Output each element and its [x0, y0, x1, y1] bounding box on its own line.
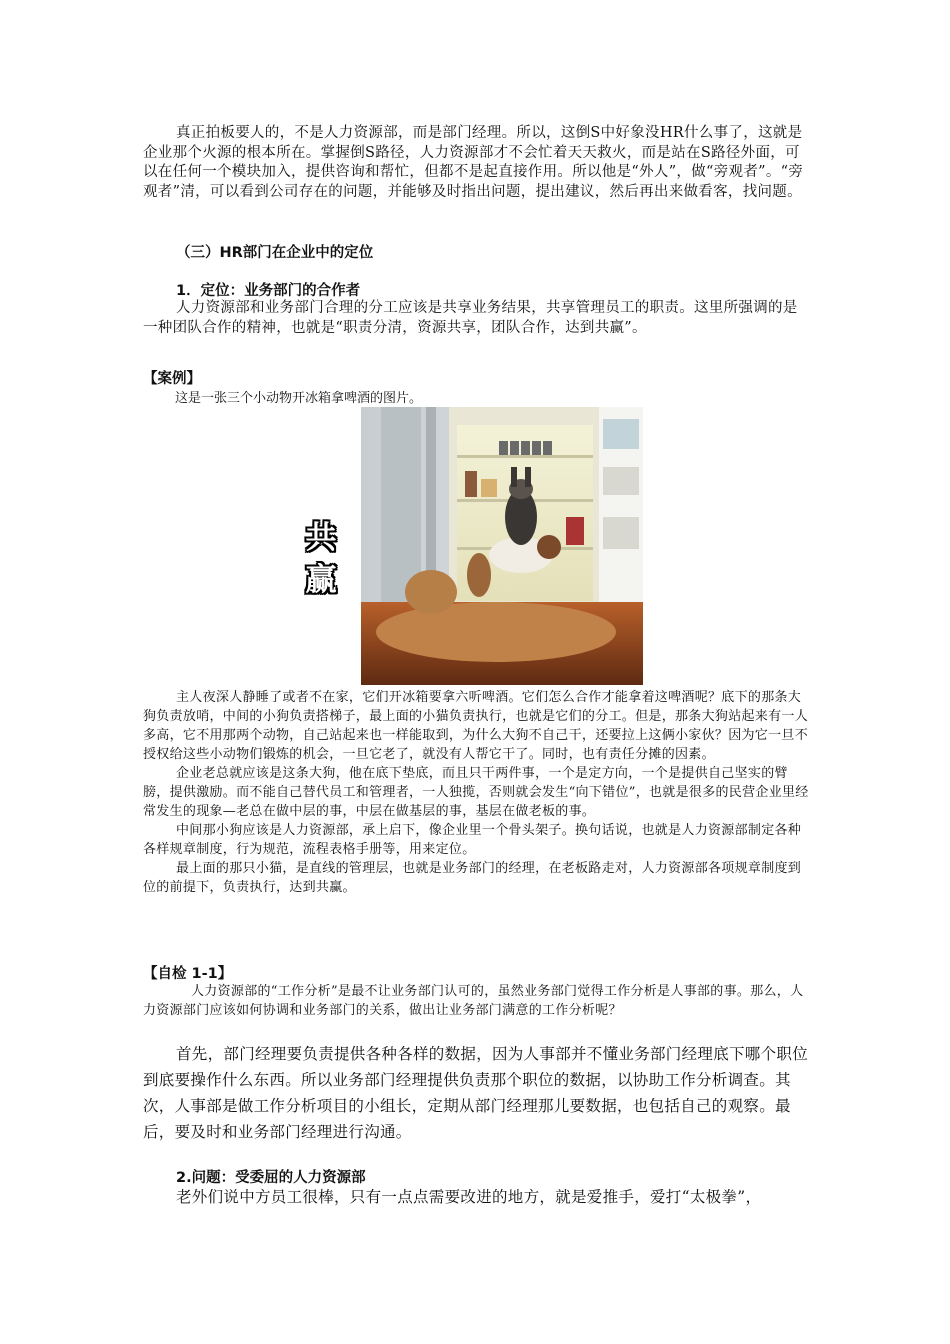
- selfcheck-question: 人力资源部的“工作分析”是最不让业务部门认可的，虽然业务部门觉得工作分析是人事部的事。那么，人力资源部门应该如何协调和业务部门的关系，做出让业务部门满意的工作分析呢？: [143, 984, 804, 1018]
- intro-paragraph: 真正拍板要人的，不是人力资源部，而是部门经理。所以，这倒S中好象没HR什么事了，这就是企业那个火源的根本所在。掌握倒S路径，人力资源部才不会忙着天天救火，而是站在S路径外面，可以在任何一个模块加入，提供咨询和帮忙，但都不是起直接作用。所以他是“外人”，做“旁观者”。“旁观者”清，可以看到公司存在的问题，并能够及时指出问题，提出建议，然后再出来做看客，找问题。: [143, 125, 804, 200]
- problem-heading: 2.问题：受委屈的人力资源部: [176, 1170, 366, 1186]
- win-win-wordmark-2: 赢: [305, 562, 337, 598]
- case-paragraph: 企业老总就应该是这条大狗，他在底下垫底，而且只干两件事，一个是定方向，一个是提供自己坚实的臂膀，提供激励。而不能自己替代员工和管理者，一人独揽，否则就会发生“向下错位”，也就是很多的民营企业里经常发生的现象—老总在做中层的事，中层在做基层的事，基层在做老板的事。: [143, 766, 809, 819]
- problem-section: [143, 1184, 810, 1210]
- win-win-wordmark-1: 共: [305, 520, 337, 556]
- case-label: 【案例】: [143, 371, 201, 387]
- selfcheck-answer-block: [143, 1041, 810, 1145]
- positioning-heading: 1．定位：业务部门的合作者: [176, 283, 361, 299]
- selfcheck-label: 【自检 1-1】: [143, 966, 233, 982]
- case-paragraph: 中间那小狗应该是人力资源部，承上启下，像企业里一个骨头架子。换句话说，也就是人力资源部制定各种各样规章制度，行为规范，流程表格手册等，用来定位。: [143, 823, 802, 857]
- problem-paragraph: 老外们说中方员工很棒，只有一点点需要改进的地方，就是爱推手，爱打“太极拳”，: [176, 1188, 762, 1206]
- case-paragraph: 最上面的那只小猫，是直线的管理层，也就是业务部门的经理，在老板路走对，人力资源部各项规章制度到位的前提下，负责执行，达到共赢。: [143, 861, 802, 895]
- animals-fridge-photo: [361, 407, 643, 685]
- selfcheck-answer: 首先，部门经理要负责提供各种各样的数据，因为人事部并不懂业务部门经理底下哪个职位到底要操作什么东西。所以业务部门经理提供负责那个职位的数据，以协助工作分析调查。其次，人事部是做工作分析项目的小组长，定期从部门经理那儿要数据，也包括自己的观察。最后，要及时和业务部门经理进行沟通。: [143, 1045, 809, 1141]
- fridge-illustration: [361, 407, 643, 685]
- section-heading: （三）HR部门在企业中的定位: [176, 245, 374, 261]
- selfcheck-question-block: [143, 982, 810, 1020]
- case-caption: 这是一张三个小动物开冰箱拿啤酒的图片。: [175, 391, 423, 406]
- case-story: [143, 688, 810, 897]
- positioning-section: [143, 299, 810, 338]
- positioning-paragraph: 人力资源部和业务部门合理的分工应该是共享业务结果，共享管理员工的职责。这里所强调的是一种团队合作的精神，也就是“职责分清，资源共享，团队合作，达到共赢”。: [143, 300, 798, 336]
- case-paragraph: 主人夜深人静睡了或者不在家，它们开冰箱要拿六听啤酒。它们怎么合作才能拿着这啤酒呢？底下的那条大狗负责放哨，中间的小狗负责搭梯子，最上面的小猫负责执行，也就是它们的分工。但是，那条大狗站起来有一人多高，它不用那两个动物，自己站起来也一样能取到，为什么大狗不自己干，还要拉上这俩小家伙？因为它一旦不授权给这些小动物们锻炼的机会，一旦它老了，就没有人帮它干了。同时，也有责任分摊的因素。: [143, 690, 809, 762]
- intro-section: [143, 124, 810, 202]
